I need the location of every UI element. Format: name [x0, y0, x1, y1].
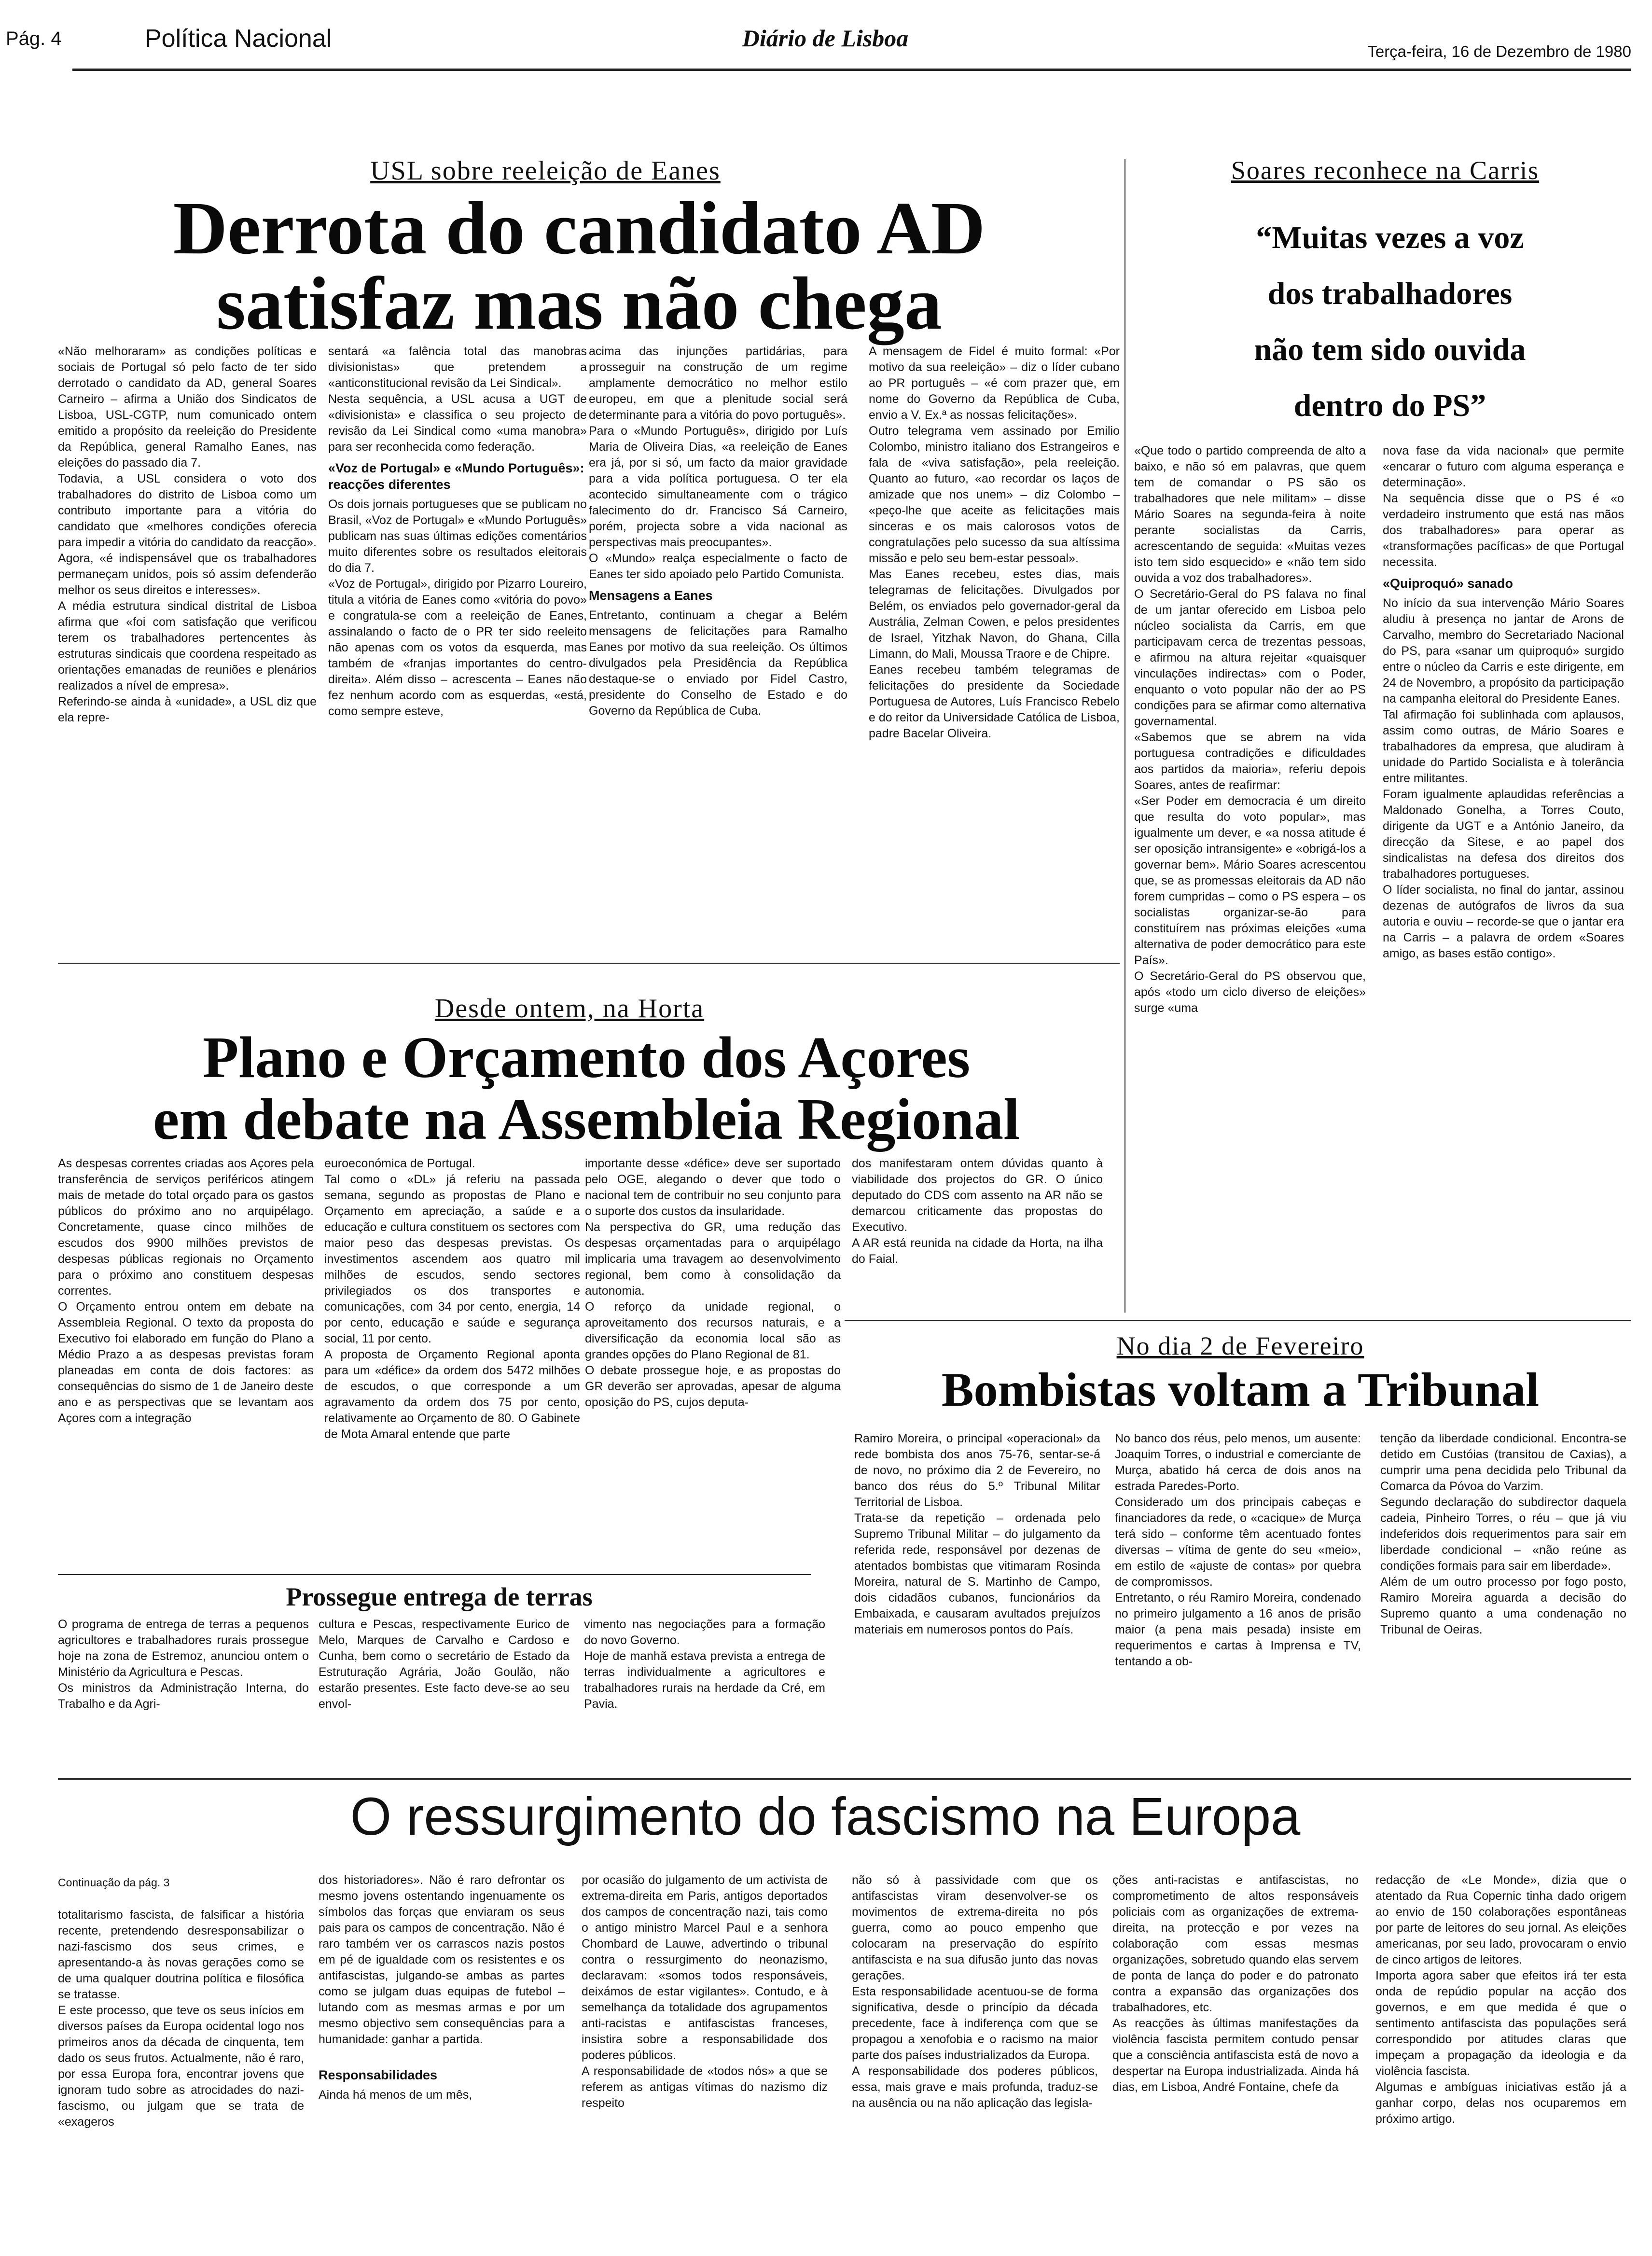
soares-headline-line-1: “Muitas vezes a voz [1256, 220, 1524, 255]
fascismo-column-6: redacção de «Le Monde», dizia que o atentado da Rua Copernic tinha dado origem ao envio de 150 colaborações espontâneas por parte de leitores do seu jornal. As eleições americanas, por seu lado, provocaram o envio de cinco artigos de leitores. Importa agora saber que efeitos irá ter esta onda de repúdio popular na acção dos governos, e em que medida é que o sentimento antifascista das populações será correspondido por atitudes claras que impeçam a propagação da ideologia e da violência fascista. Algumas e ambíguas iniciativas estão já a ganhar corpo, delas nos ocuparemos em próximo artigo. [1375, 1873, 1626, 2126]
soares-headline-line-2: dos trabalhadores [1267, 276, 1513, 311]
usl-column-4: A mensagem de Fidel é muito formal: «Por motivo da sua reeleição» – diz o líder cubano ao PR português – «é com prazer que, em nome do Governo da República de Cuba, envio a V. Ex.ª as nossas felicitações». Outro telegrama vem assinado por Emilio Colombo, ministro italiano dos Estrangeiros e fala de «viva satisfação», pela reeleição. Quanto ao futuro, «ao recordar os laços de amizade que nos unem» – diz Colombo – «peço-lhe que aceite as felicitações mais sinceras e os mais calorosos votos de congratulações pelo sucesso da sua altíssima missão e pelo seu bem-estar pessoal». Mas Eanes recebeu, estes dias, mais telegramas de felicitações. Divulgados por Belém, os enviados pelo governador-geral da Austrália, Zelman Cowen, e pelos presidentes de Israel, Yitzhak Navon, do Ghana, Cilla Limann, do Mali, Moussa Traore e de Chipre. Eanes recebeu também telegramas de felicitações do presidente da Sociedade Portuguesa de Autores, Luís Francisco Rebelo e do reitor da Universidade Católica de Lisboa, padre Bacelar Oliveira. [869, 345, 1120, 740]
soares-headline-line-4: dentro do PS” [1293, 388, 1486, 423]
usl-headline-line-2: satisfaz mas não chega [216, 262, 942, 345]
fascismo-column-2-text-b: Ainda há menos de um mês, [319, 2088, 472, 2102]
newspaper-logo: Diário de Lisboa [742, 25, 909, 52]
usl-column-2-text-b: Os dois jornais portugueses que se publicam no Brasil, «Voz de Portugal» e «Mundo Português» publicam nas suas últimas edições comentários muito diferentes sobre os resultados eleitorais do dia 7. «Voz de Portugal», dirigido por Pizarro Loureiro, titula a vitória de Eanes como «vitória do povo» e congratula-se com a reeleição de Eanes, assinalando o facto de o PR ter sido reeleito não apenas com os votos da esquerda, mas também de «franjas importantes do centro-direita». Além disso – acrescenta – Eanes não fez nenhum acordo com as esquerdas, «está, como sempre esteve, [328, 498, 587, 718]
masthead-rule [72, 69, 1631, 71]
fascismo-column-2-text-a: dos historiadores». Não é raro defrontar os mesmo jovens ostentando ingenuamente os símbolos das forças que enviaram os seus pais para os campos de concentração. Não é raro também ver os carrascos nazis postos em pé de igualdade com os resistentes e os antifascistas, julgando-se ambas as partes como se julgam duas equipas de futebol – lutando com as mesmas armas e por um mesmo objectivo sem consequências para a humanidade: ganhar a partida. [319, 1873, 565, 2046]
bombistas-top-rule [845, 1320, 1631, 1321]
bombistas-column-3: tenção da liberdade condicional. Encontra-se detido em Custóias (transitou de Caxias), a cumprir uma pena decidida pelo Tribunal da Comarca da Póvoa do Varzim. Segundo declaração do subdirector daquela cadeia, Pinheiro Torres, o réu – que já viu indeferidos dois requerimentos para sair em liberdade condicional – «não reúne as condições formais para sair em liberdade». Além de um outro processo por fogo posto, Ramiro Moreira aguarda a decisão do Supremo quanto a uma condenação no Tribunal de Oeiras. [1380, 1432, 1626, 1636]
page-number: Pág. 4 [6, 28, 62, 49]
acores-column-4: dos manifestaram ontem dúvidas quanto à viabilidade dos projectos do GR. O único deputado do CDS com assento na AR não se demarcou criticamente das propostas do Executivo. A AR está reunida na cidade da Horta, na ilha do Faial. [852, 1157, 1103, 1266]
usl-column-3 [589, 344, 847, 956]
acores-top-rule [58, 963, 1120, 964]
usl-column-1: «Não melhoraram» as condições políticas e sociais de Portugal só pelo facto de ter sido derrotado o candidato da AD, general Soares Carneiro – afirma a União dos Sindicatos de Lisboa, USL-CGTP, num comunicado ontem emitido a propósito da reeleição do Presidente da República, general Ramalho Eanes, nas eleições do passado dia 7. Todavia, a USL considera o voto dos trabalhadores do distrito de Lisboa como um contributo importante para a vitória do candidato que «melhores condições oferecia para impedir a vitória do candidato da reacção». Agora, «é indispensável que os trabalhadores permaneçam unidos, pois só assim defenderão melhor os seus direitos e interesses». A média estrutura sindical distrital de Lisboa afirma que «foi com satisfação que verificou terem os trabalhadores pertencentes às estruturas sindicais que coordena respeitado as orientações emanadas de reuniões e plenários realizados a nível de empresa». Referindo-se ainda à «unidade», a USL diz que ela repre- [58, 345, 317, 724]
acores-column-1: As despesas correntes criadas aos Açores pela transferência de serviços periféricos atingem mais de metade do total orçado para os gastos públicos do próximo ano no arquipélago. Concretamente, quase cinco milhões de escudos dos 9900 milhões previstos de despesas públicas regionais no Orçamento para o próximo ano constituem despesas correntes. O Orçamento entrou ontem em debate na Assembleia Regional. O texto da proposta do Executivo foi elaborado em função do Plano a Médio Prazo a as despesas previstas foram planeadas em conta de dois factores: as consequências do sismo de 1 de Janeiro deste ano e as perspectivas que se levantam aos Açores com a integração [58, 1157, 314, 1425]
usl-column-2 [328, 344, 587, 956]
acores-column-2: euroeconómica de Portugal. Tal como o «DL» já referiu na passada semana, segundo as propostas de Plano e Orçamento em apreciação, a saúde e a educação e cultura constituem os sectores com maior peso das despesas previstas. Os investimentos ascendem aos quatro mil milhões de escudos, sendo sectores privilegiados os dos transportes e comunicações, com 34 por cento, energia, 14 por cento, educação e saúde e segurança social, 11 por cento. A proposta de Orçamento Regional aponta para um «défice» da ordem dos 5472 milhões de escudos, o que corresponde a um agravamento da ordem dos 75 por cento, relativamente ao Orçamento de 80. O Gabinete de Mota Amaral entende que parte [324, 1157, 580, 1441]
fascismo-column-2 [319, 1872, 565, 2254]
usl-column-3-text-a: acima das injunções partidárias, para prosseguir na construção de um regime amplamente democrático no melhor estilo europeu, em que a plenitude social será determinante para a vitória do povo português». Para o «Mundo Português», dirigido por Luís Maria de Oliveira Dias, «a reeleição de Eanes era já, por si só, um facto da maior gravidade para a vida política portuguesa. O ter ela acontecido simultaneamente com o trágico falecimento do dr. Francisco Sá Carneiro, porém, projecta sobre a vida nacional as perspectivas mais preocupantes». O «Mundo» realça especialmente o facto de Eanes ter sido apoiado pelo Partido Comunista. [589, 345, 847, 581]
soares-kicker: Soares reconhece na Carris [1231, 156, 1540, 185]
usl-subhead-mensagens: Mensagens a Eanes [589, 588, 713, 603]
usl-kicker: USL sobre reeleição de Eanes [370, 156, 721, 186]
terras-column-2: cultura e Pescas, respectivamente Eurico de Melo, Marques de Carvalho e Cardoso e Cunha, bem como o secretário de Estado da Estruturação Agrária, João Goulão, não estarão presentes. Este facto deve-se ao seu envol- [319, 1618, 569, 1711]
fascismo-subhead: Responsabilidades [319, 2068, 438, 2082]
fascismo-column-5: ções anti-racistas e antifascistas, no comprometimento de altos responsáveis policiais com as organizações de extrema-direita, na protecção e por vezes na colaboração com essas mesmas organizações, sobretudo quando elas servem de ponta de lança do poder e do patronato contra a expansão das organizações dos trabalhadores, etc. As reacções às últimas manifestações da violência fascista permitem contudo pensar que a consciência antifascista está de novo a despertar na Europa industrializada. Ainda há dias, em Lisboa, André Fontaine, chefe da [1112, 1873, 1359, 2094]
terras-headline: Prossegue entrega de terras [286, 1582, 593, 1611]
bombistas-headline: Bombistas voltam a Tribunal [941, 1363, 1540, 1416]
fascismo-top-rule [58, 1778, 1631, 1780]
acores-headline-line-1: Plano e Orçamento dos Açores [202, 1025, 971, 1090]
usl-headline [48, 186, 1110, 345]
acores-column-3: importante desse «défice» deve ser suportado pelo OGE, alegando o dever que todo o nacional tem de contribuir no seu conjunto para o suporte dos custos da insularidade. Na perspectiva do GR, uma redução das despesas orçamentadas para o arquipélago implicaria uma travagem ao desenvolvimento regional, bem como à consolidação da autonomia. O reforço da unidade regional, o aproveitamento dos recursos naturais, e a diversificação da economia local são as grandes opções do Plano Regional de 81. O debate prossegue hoje, e as propostas do GR deverão ser aprovadas, apesar de alguma oposição do PS, cujos deputa- [585, 1157, 841, 1409]
bombistas-column-2: No banco dos réus, pelo menos, um ausente: Joaquim Torres, o industrial e comerciante de Murça, abatido há cerca de dois anos na estrada Paredes-Porto. Considerado um dos principais cabeças e financiadores da rede, o «cacique» de Murça terá sido – conforme têm acentuado fontes diversas – vítima de gente do seu «meio», em estilo de «ajuste de contas» por quebra de compromissos. Entretanto, o réu Ramiro Moreira, condenado no primeiro julgamento a 16 anos de prisão maior (a pena mais pesada) insiste em requerimentos e cartas à Imprensa e TV, tentando a ob- [1115, 1432, 1361, 1668]
bombistas-column-1: Ramiro Moreira, o principal «operacional» da rede bombista dos anos 75-76, sentar-se-á de novo, no próximo dia 2 de Fevereiro, no banco dos réus do 5.º Tribunal Militar Territorial de Lisboa. Trata-se da repetição – ordenada pelo Supremo Tribunal Militar – do julgamento da referida rede, responsável por dezenas de atentados bombistas que vitimaram Rosinda Moreira, natural de S. Martinho de Campo, dois cidadãos cubanos, funcionários da Embaixada, e causaram avultados prejuízos materiais em numerosos pontos do País. [854, 1432, 1100, 1636]
section-title: Política Nacional [145, 25, 332, 53]
continuation-note: Continuação da pág. 3 [58, 1876, 170, 1889]
fascismo-column-3: por ocasião do julgamento de um activista de extrema-direita em Paris, antigos deportados dos campos de concentração nazi, tais como o antigo ministro Marcel Paul e a senhora Chombard de Lauwe, advertindo o tribunal contra o ressurgimento do neonazismo, declaravam: «somos todos responsáveis, deixámos de estar vigilantes». Contudo, e à semelhança da totalidade dos agrupamentos anti-racistas e antifascistas franceses, insistira sobre a responsabilidade dos poderes públicos. A responsabilidade de «todos nós» a que se referem as antigas vítimas do nazismo diz respeito [582, 1873, 828, 2110]
usl-subhead-voz: «Voz de Portugal» e «Mundo Português»: reacções diferentes [328, 461, 584, 492]
usl-headline-line-1: Derrota do candidato AD [173, 186, 986, 270]
soares-headline [1149, 210, 1631, 434]
column-divider [1124, 159, 1125, 1313]
acores-bottom-rule [58, 1574, 811, 1575]
usl-column-3-text-b: Entretanto, continuam a chegar a Belém mensagens de felicitações para Ramalho Eanes por motivo da sua reeleição. Os últimos divulgados pela Presidência da República destaque-se o enviado por Fidel Castro, presidente do Conselho de Estado e do Governo da República de Cuba. [589, 609, 847, 718]
acores-headline-line-2: em debate na Assembleia Regional [153, 1087, 1020, 1152]
acores-kicker: Desde ontem, na Horta [434, 994, 705, 1024]
soares-column-2 [1383, 443, 1624, 1302]
fascismo-column-4: não só à passividade com que os antifascistas viram desenvolver-se os movimentos de extrema-direita no pós guerra, como ao pouco empenho que colocaram na preservação do espírito antifascista e na sua difusão junto das novas gerações. Esta responsabilidade acentuou-se de forma significativa, desde o princípio da década precedente, face à indiferença com que se propagou a xenofobia e o racismo na maior parte dos países industrializados da Europa. A responsabilidade dos poderes públicos, essa, mais grave e mais profunda, traduz-se na ausência ou na não aplicação das legisla- [852, 1873, 1098, 2110]
soares-headline-line-3: não tem sido ouvida [1254, 332, 1526, 367]
soares-column-1: «Que todo o partido compreenda de alto a baixo, e não só em palavras, que quem tem de comandar o PS são os trabalhadores que nele militam» – disse Mário Soares na segunda-feira à noite perante socialistas da Carris, acrescentando de seguida: «Muitas vezes isto tem sido esquecido» e «não tem sido ouvida a voz dos trabalhadores». O Secretário-Geral do PS falava no final de um jantar oferecido em Lisboa pelo núcleo socialista da Carris, em que participavam cerca de trezentas pessoas, e afirmou na altura rejeitar «quaisquer vinculações indirectas» com o Poder, enquanto o voto popular não der ao PS condições para se afirmar como alternativa governamental. «Sabemos que se abrem na vida portuguesa contradições e dificuldades aos partidos da maioria», referiu depois Soares, antes de reafirmar: «Ser Poder em democracia é um direito que resulta do voto popular», mas igualmente um dever, e «a nossa atitude é ser oposição intransigente» e «obrigá-los a governar bem». Mário Soares acrescentou que, se as promessas eleitorais da AD não forem cumpridas – como o PS espera – os socialistas organizar-se-ão para constituírem nas próximas eleições «uma alternativa de poder democrático para este País». O Secretário-Geral do PS observou que, após «todo um ciclo diverso de eleições» surge «uma [1134, 444, 1366, 1015]
usl-column-2-text-a: sentará «a falência total das manobras divisionistas» que pretendem a «anticonstitucional revisão da Lei Sindical». Nesta sequência, a USL acusa a UGT de «divisionista» e classifica o seu projecto de revisão da Lei Sindical como «uma manobra» para ser reconhecida como federação. [328, 345, 587, 454]
soares-subhead: «Quiproquó» sanado [1383, 576, 1513, 591]
issue-date: Terça-feira, 16 de Dezembro de 1980 [1367, 42, 1631, 60]
terras-column-1: O programa de entrega de terras a pequenos agricultores e trabalhadores rurais prossegue hoje na zona de Estremoz, anunciou ontem o Ministério da Agricultura e Pescas. Os ministros da Administração Interna, do Trabalho e da Agri- [58, 1618, 309, 1711]
bombistas-kicker: No dia 2 de Fevereiro [1116, 1331, 1364, 1360]
soares-column-2-text-b: No início da sua intervenção Mário Soares aludiu à presença no jantar de Arons de Carvalho, membro do Secretariado Nacional do PS, para «sanar um quiproquó» surgido entre o núcleo da Carris e este dirigente, em 24 de Novembro, a propósito da participação na campanha eleitoral do Presidente Eanes. Tal afirmação foi sublinhada com aplausos, assim como outras, de Mário Soares e trabalhadores da empresa, que aludiram à unidade do Partido Socialista e à tolerância entre militantes. Foram igualmente aplaudidas referências a Maldonado Gonelha, a Torres Couto, dirigente da UGT e a António Janeiro, da direcção da Sitese, e ao papel dos sindicalistas na defesa dos direitos dos trabalhadores portugueses. O líder socialista, no final do jantar, assinou dezenas de autógrafos de livros da sua autoria e ouviu – recorde-se que o jantar era na Carris – a palavra de ordem «Soares amigo, as bases estão contigo». [1383, 596, 1624, 960]
fascismo-column-1: totalitarismo fascista, de falsificar a história recente, pretendendo desresponsabilizar o nazi-fascismo dos seus crimes, e apresentando-a às novas gerações como se de uma qualquer doutrina política e filosófica se tratasse. E este processo, que teve os seus inícios em diversos países da Europa ocidental logo nos primeiros anos da década de cinquenta, tem dado os seus frutos. Actualmente, não é raro, por essa Europa fora, encontrar jovens que ignoram tudo sobre as atrocidades do nazi-fascismo, ou julgam que se trata de «exageros [58, 1908, 304, 2129]
soares-column-2-text-a: nova fase da vida nacional» que permite «encarar o futuro com alguma esperança e determinação». Na sequência disse que o PS é «o verdadeiro instrumento que está nas mãos dos trabalhadores» para operar as «transformações pacíficas» de que Portugal necessita. [1383, 444, 1624, 569]
fascismo-headline: O ressurgimento do fascismo na Europa [350, 1787, 1301, 1846]
acores-headline [48, 1027, 1124, 1150]
terras-column-3: vimento nas negociações para a formação do novo Governo. Hoje de manhã estava prevista a entrega de terras individualmente a agricultores e trabalhadores rurais na herdade da Cré, em Pavia. [584, 1618, 825, 1711]
